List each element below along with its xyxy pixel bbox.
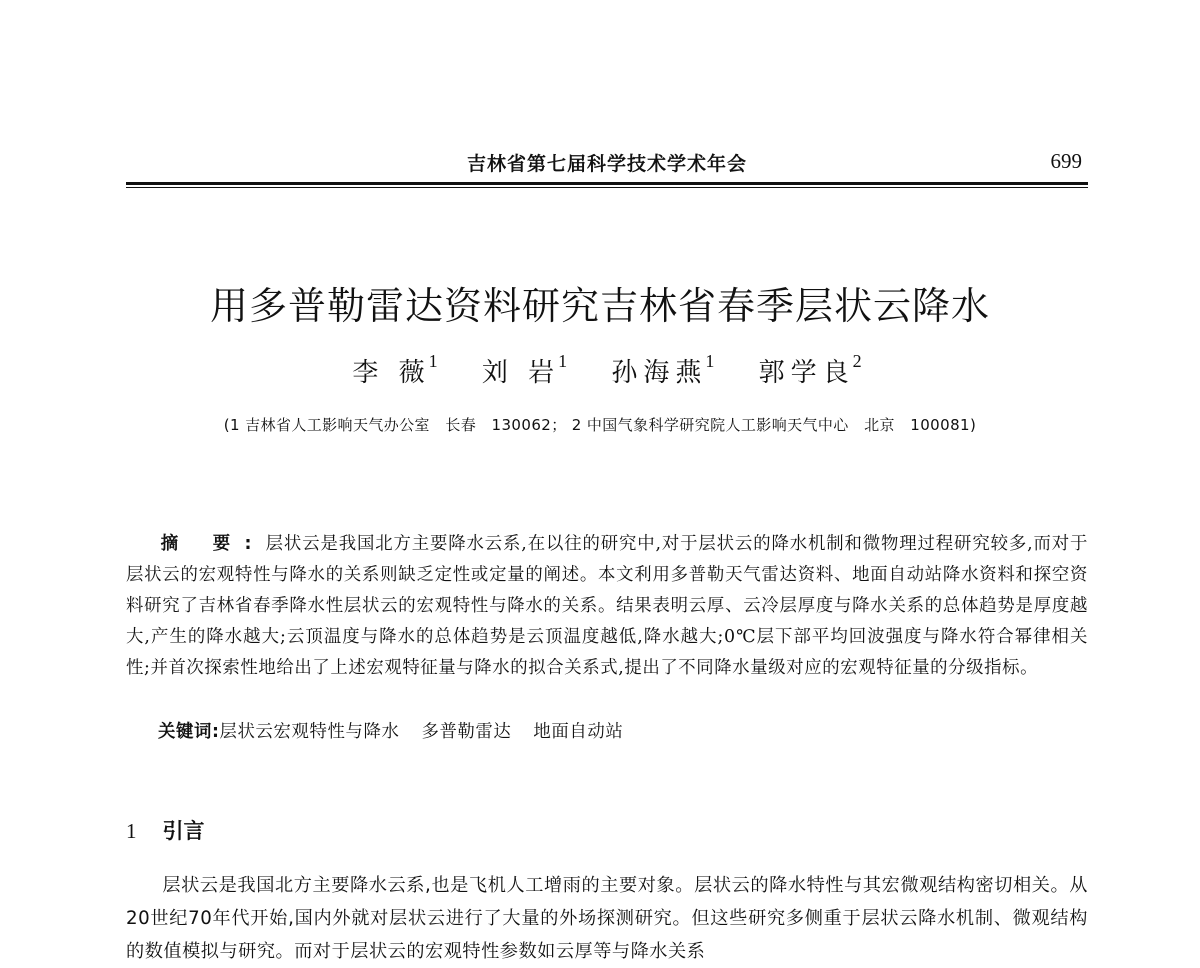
author: 刘 岩$^1$ [481, 351, 568, 388]
keyword: 多普勒雷达 [421, 722, 512, 742]
affiliations: (1 吉林省人工影响天气办公室 长春 130062； 2 中国气象科学研究院人工影响天气中心 北京 100081) [223, 416, 977, 434]
header-rule-thick [126, 182, 1088, 185]
affiliation-mark: 2 [852, 351, 862, 372]
affiliation-mark: 1 [705, 351, 715, 372]
keywords [158, 717, 1088, 742]
section-heading [126, 815, 205, 845]
journal-title: 吉林省第七届科学技术学术年会 [466, 153, 747, 175]
header-rule-thin [126, 187, 1088, 188]
section-title: 引言 [162, 819, 205, 844]
affiliation-mark: 1 [558, 351, 568, 372]
keywords-label: 关键词: [158, 722, 220, 742]
section-number: 1 [126, 819, 137, 844]
keyword: 地面自动站 [533, 722, 624, 742]
intro-paragraph: 层状云是我国北方主要降水云系,也是飞机人工增雨的主要对象。层状云的降水特性与其宏微观结构密切相关。从20世纪70年代开始,国内外就对层状云进行了大量的外场探测研究。但这些研究多侧重于层状云降水机制、微观结构的数值模拟与研究。而对于层状云的宏观特性参数如云厚等与降水关系 [126, 875, 1088, 963]
paper-title: 用多普勒雷达资料研究吉林省春季层状云降水 [209, 284, 990, 329]
author-list [0, 352, 1200, 389]
abstract [126, 529, 1088, 684]
keyword: 层状云宏观特性与降水 [219, 722, 400, 742]
abstract-text: 层状云是我国北方主要降水云系,在以往的研究中,对于层状云的降水机制和微物理过程研究较多,而对于层状云的宏观特性与降水的关系则缺乏定性或定量的阐述。本文利用多普勒天气雷达资料、地面自动站降水资料和探空资料研究了吉林省春季降水性层状云的宏观特性与降水的关系。结果表明云厚、云冷层厚度与降水关系的总体趋势是厚度越大,产生的降水越大;云顶温度与降水的总体趋势是云顶温度越低,降水越大;0℃层下部平均回波强度与降水符合幂律相关性;并首次探索性地给出了上述宏观特征量与降水的拟合关系式,提出了不同降水量级对应的宏观特征量的分级指标。 [126, 534, 1088, 679]
author: 李 薇$^1$ [352, 351, 438, 388]
author: 孙海燕$^1$ [611, 351, 715, 388]
page-number: 699 [1050, 149, 1082, 173]
abstract-label: 摘 要: [160, 534, 266, 555]
affiliation-mark: 1 [428, 351, 438, 372]
running-header [126, 145, 1088, 179]
author: 郭学良$^2$ [758, 351, 862, 388]
